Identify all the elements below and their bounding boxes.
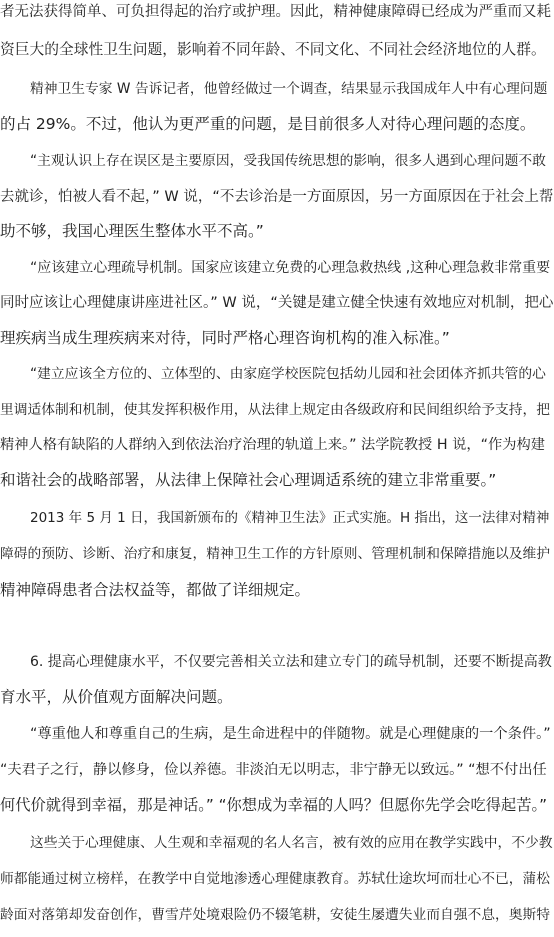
text-line: 育水平，从价值观方面解决问题。 [0,688,233,706]
text-line: 去就诊，怕被人看不起，” W 说，“不去诊治是一方面原因，另一方面原因在于社会上帮 [0,189,554,205]
text-line: 助不够，我国心理医生整体水平不高。” [0,222,264,240]
section-heading-line: 6. 提高心理健康水平，不仅要完善相关立法和建立专门的疏导机制，还要不断提高教 [30,654,552,670]
text-line: “夫君子之行，静以修身，俭以养德。非淡泊无以明志，非宁静无以致远。” “想不付出任 [0,762,547,778]
text-line: 的占 29%。不过，他认为更严重的问题，是目前很多人对待心理问题的态度。 [0,115,536,133]
text-line: 师都能通过树立榜样，在教学中自觉地渗透心理健康教育。苏轼仕途坎坷而壮心不已，蒲松 [0,871,551,887]
text-line: 里调适体制和机制，使其发挥积极作用，从法律上规定由各级政府和民间组织给予支持，把 [0,402,551,418]
paragraph-first-line: 精神卫生专家 W 告诉记者，他曾经做过一个调查，结果显示我国成年人中有心理问题 [30,81,548,97]
paragraph-first-line: 这些关于心理健康、人生观和幸福观的名人名言，被有效的应用在教学实践中，不少教 [30,835,553,851]
text-line: 龄面对落第却发奋创作，曹雪芹处境艰险仍不辍笔耕，安徒生屡遭失业而自强不息，奥斯特 [0,907,551,923]
paragraph-first-line: “应该建立心理疏导机制。国家应该建立免费的心理急救热线 ,这种心理急救非常重要 [30,260,551,276]
text-line: 何代价就得到幸福，那是神话。” “你想成为幸福的人吗？但愿你先学会吃得起苦。” [0,796,548,814]
text-line: 同时应该让心理健康讲座进社区。” W 说，“关键是建立健全快速有效地应对机制，把心 [0,295,554,311]
paragraph-first-line: “建立应该全方位的、立体型的、由家庭学校医院包括幼儿园和社会团体齐抓共管的心 [30,366,546,382]
text-line: 者无法获得简单、可负担得起的治疗或护理。因此，精神健康障碍已经成为严重而又耗 [0,4,551,20]
paragraph-first-line: 2013 年 5 月 1 日，我国新颁布的《精神卫生法》正式实施。H 指出，这一法律对精神 [30,510,550,526]
text-line: 障碍的预防、诊断、治疗和康复，精神卫生工作的方针原则、管理机制和保障措施以及维护 [0,546,551,562]
text-line: 资巨大的全球性卫生问题，影响着不同年龄、不同文化、不同社会经济地位的人群。 [0,41,546,58]
text-line: 精神人格有缺陷的人群纳入到依法治疗治理的轨道上来。” 法学院教授 H 说，“作为构建 [0,437,545,453]
text-line: 和谐社会的战略部署，从法律上保障社会心理调适系统的建立非常重要。” [0,471,497,489]
text-line: 精神障碍患者合法权益等，都做了详细规定。 [0,581,311,599]
paragraph-first-line: “尊重他人和尊重自己的生病，是生命进程中的伴随物。就是心理健康的一个条件。” [30,726,551,742]
text-line: 理疾病当成生理疾病来对待，同时严格心理咨询机构的准入标准。” [0,329,450,347]
paragraph-first-line: “主观认识上存在误区是主要原因，受我国传统思想的影响，很多人遇到心理问题不敢 [30,153,546,169]
